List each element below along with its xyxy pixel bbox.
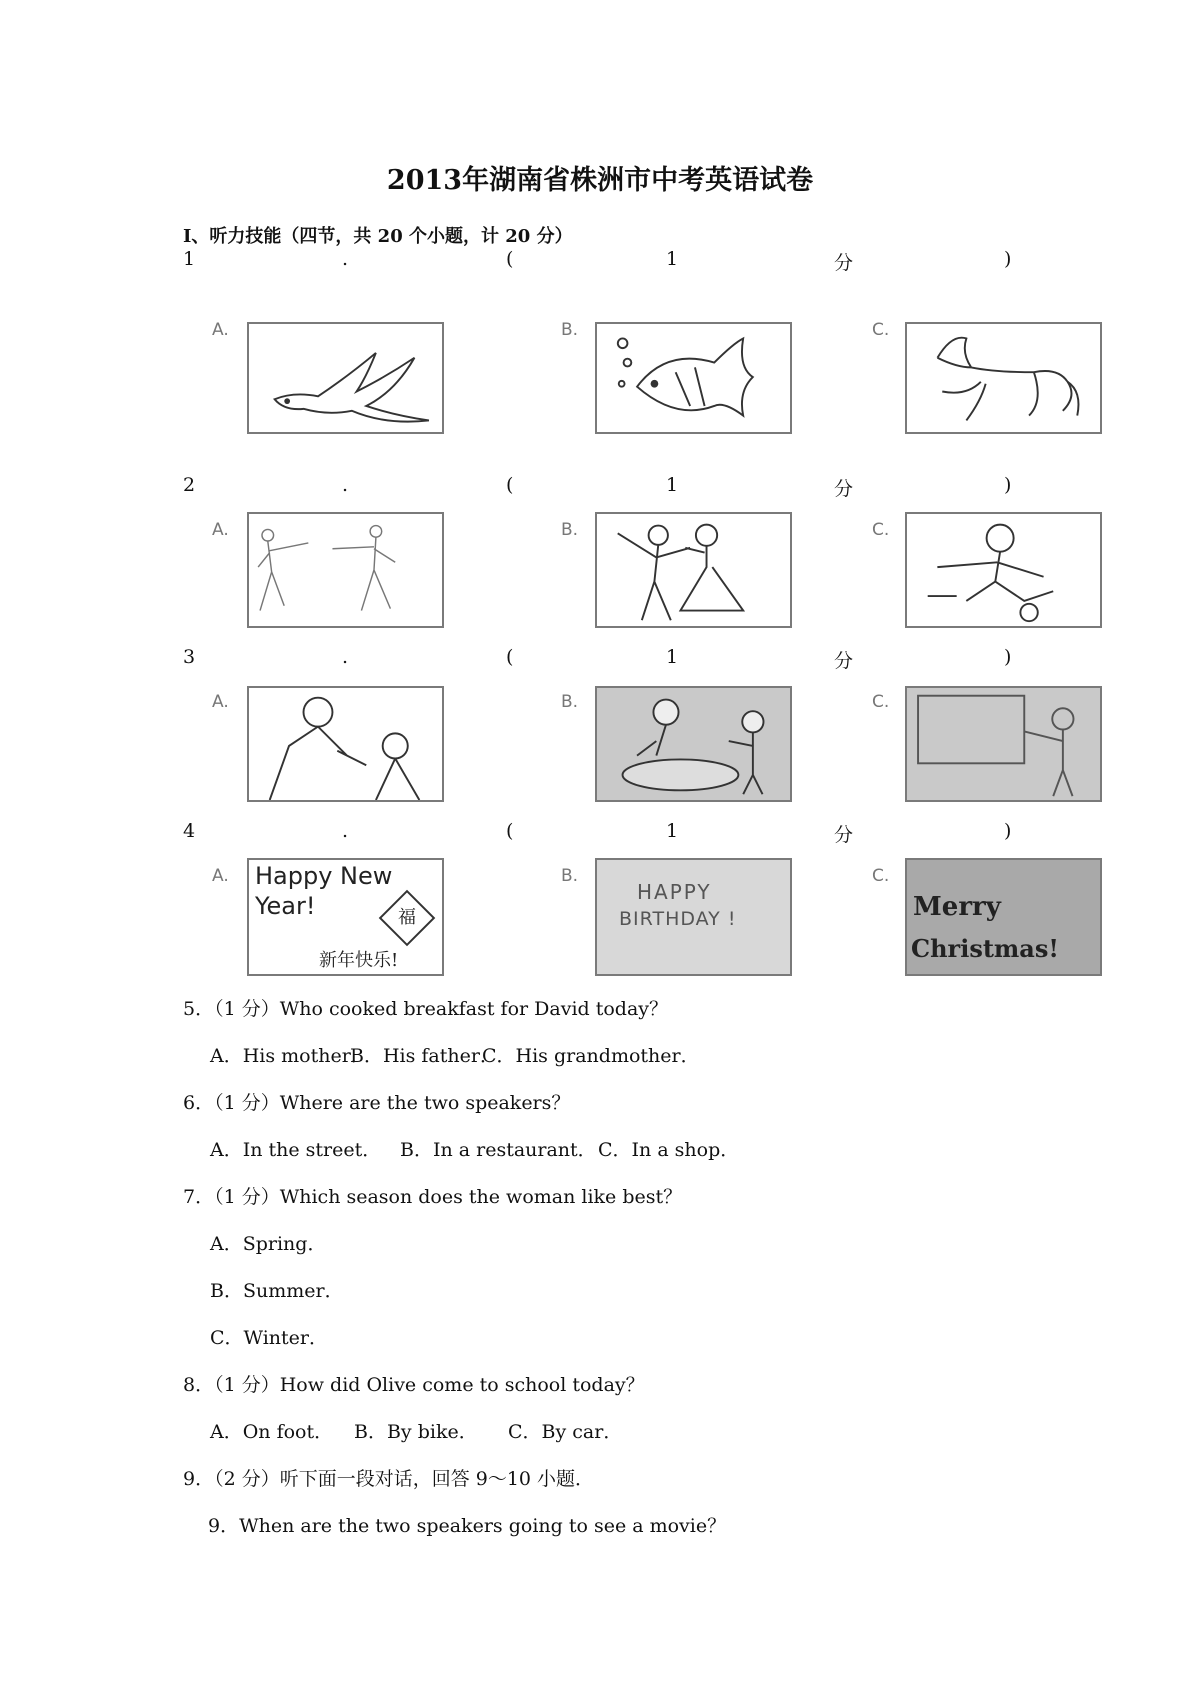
question-number: 4 [183,820,196,842]
answer-option-b[interactable]: B．Summer． [210,1280,344,1302]
option-label-c: C. [872,320,890,340]
right-paren: ) [1004,820,1012,842]
left-paren: ( [506,474,514,496]
question-row-1 [0,248,1200,272]
answer-option-b[interactable]: B．In a restaurant． [400,1139,597,1161]
question-number: 1 [183,248,196,270]
answer-option-a[interactable]: A．In the street． [210,1139,382,1161]
answer-option-c[interactable]: C．By car． [508,1421,623,1443]
horse-icon[interactable] [905,322,1102,434]
answer-option-a[interactable]: A．His mother． [210,1045,370,1067]
answer-option-c[interactable]: C．Winter． [210,1327,329,1349]
doctor-icon[interactable] [247,686,444,802]
fu-diamond-icon: 福 [379,890,436,947]
dancing-icon[interactable] [595,512,792,628]
answer-option-b[interactable]: B．His father． [350,1045,499,1067]
teacher-icon[interactable] [905,686,1102,802]
answer-option-a[interactable]: A．On foot． [210,1421,334,1443]
bird-icon[interactable] [247,322,444,434]
option-label-b: B. [561,320,579,340]
question-9-stem: 9．（2 分）听下面一段对话，回答 9～10 小题． [183,1468,595,1490]
card-text: Christmas! [911,934,1059,963]
question-row-3 [0,646,1200,670]
cooking-icon[interactable] [595,686,792,802]
card-text: BIRTHDAY ! [619,908,737,930]
answer-option-c[interactable]: C．In a shop． [598,1139,740,1161]
question-6-stem: 6．（1 分）Where are the two speakers？ [183,1092,571,1114]
question-number: 3 [183,646,196,668]
question-dot: . [342,248,349,270]
option-label-c: C. [872,692,890,712]
option-label-c: C. [872,866,890,886]
left-paren: ( [506,248,514,270]
fencing-icon[interactable] [247,512,444,628]
answer-option-a[interactable]: A．Spring． [210,1233,327,1255]
question-7-stem: 7．（1 分）Which season does the woman like best？ [183,1186,683,1208]
score-unit: 分 [834,252,854,274]
card-text: Merry [913,892,1001,922]
christmas-card-icon[interactable] [905,858,1102,976]
question-score: 1 [666,820,679,842]
right-paren: ) [1004,474,1012,496]
card-text: 新年快乐! [319,950,399,971]
answer-option-b[interactable]: B．By bike． [354,1421,478,1443]
question-5-stem: 5．（1 分）Who cooked breakfast for David today？ [183,998,669,1020]
option-label-a: A. [212,866,229,886]
question-number: 2 [183,474,196,496]
left-paren: ( [506,646,514,668]
soccer-icon[interactable] [905,512,1102,628]
right-paren: ) [1004,248,1012,270]
option-label-b: B. [561,692,579,712]
option-label-a: A. [212,520,229,540]
score-unit: 分 [834,824,854,846]
question-5-options [0,1041,1200,1067]
option-label-b: B. [561,520,579,540]
answer-option-c[interactable]: C．His grandmother． [482,1045,700,1067]
question-dot: . [342,646,349,668]
new-year-card-icon[interactable] [247,858,444,976]
section-heading: I、听力技能（四节，共 20 个小题，计 20 分） [183,226,573,247]
question-row-2 [0,474,1200,498]
card-text: Happy New [255,862,393,890]
score-unit: 分 [834,650,854,672]
question-score: 1 [666,474,679,496]
question-row-4 [0,820,1200,844]
left-paren: ( [506,820,514,842]
card-text: Year! [255,892,316,920]
fish-icon[interactable] [595,322,792,434]
page-title: 2013年湖南省株洲市中考英语试卷 [386,165,814,196]
question-score: 1 [666,248,679,270]
question-8-stem: 8．（1 分）How did Olive come to school today？ [183,1374,645,1396]
question-9-sub: 9．When are the two speakers going to see a movie？ [208,1515,727,1537]
option-label-b: B. [561,866,579,886]
option-label-a: A. [212,320,229,340]
question-6-options [0,1135,1200,1161]
right-paren: ) [1004,646,1012,668]
question-8-options [0,1417,1200,1443]
option-label-a: A. [212,692,229,712]
question-dot: . [342,474,349,496]
question-score: 1 [666,646,679,668]
birthday-card-icon[interactable] [595,858,792,976]
score-unit: 分 [834,478,854,500]
question-dot: . [342,820,349,842]
card-text: HAPPY [637,880,712,904]
option-label-c: C. [872,520,890,540]
